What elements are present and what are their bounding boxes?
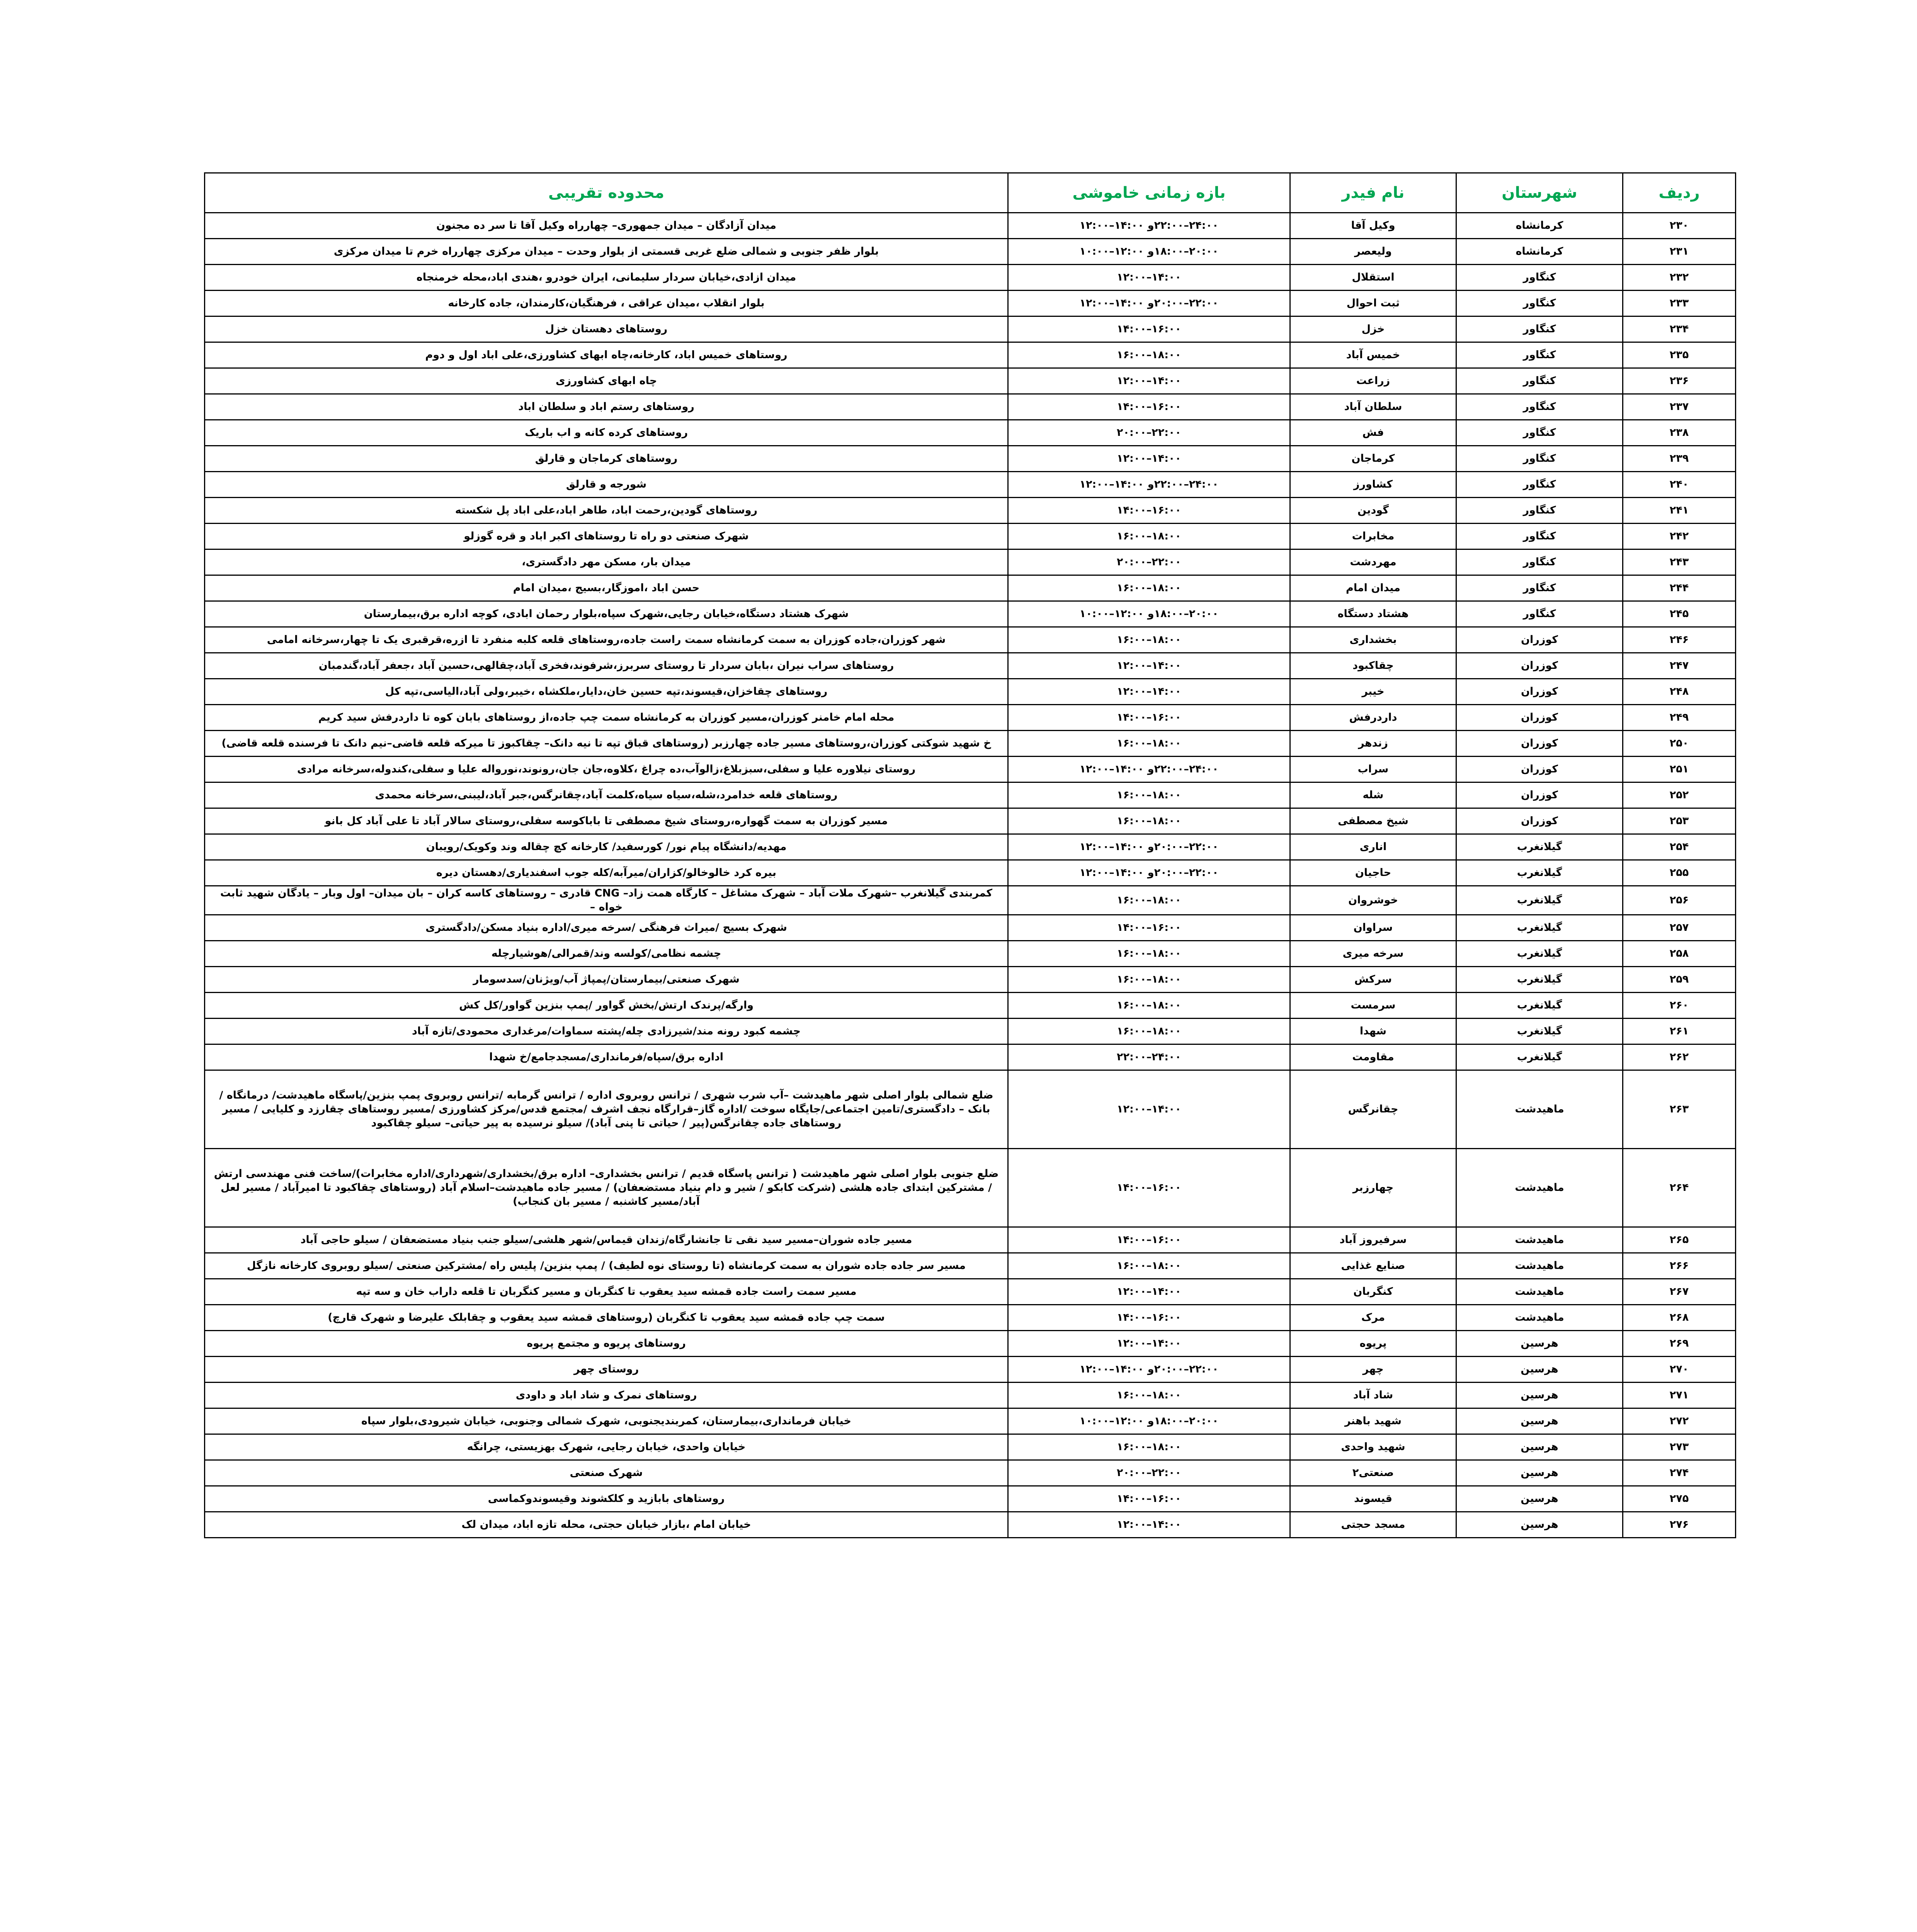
header-outage-time: بازه زمانی خاموشی: [1008, 173, 1290, 213]
feeder-cell: سلطان آباد: [1290, 394, 1456, 420]
feeder-cell: مقاومت: [1290, 1044, 1456, 1070]
outage-time-cell: ۱۸:۰۰–۱۶:۰۰: [1008, 993, 1290, 1019]
outage-time-cell: ۱۶:۰۰–۱۴:۰۰: [1008, 1486, 1290, 1512]
feeder-cell: شیخ مصطفی: [1290, 808, 1456, 834]
area-cell: خ شهید شوکتی کوزران،روستاهای مسیر جاده چهارزبر (روستاهای قباق تپه تا نیه دانک– چقاکبوز تا میرکه قلعه قاضی–نیم دانک تا فرسنده قلعه قاضی): [205, 731, 1008, 757]
table-row: [205, 705, 1736, 731]
header-row-number: ردیف: [1623, 173, 1736, 213]
table-body: [205, 213, 1736, 1538]
feeder-cell: چقانرگس: [1290, 1070, 1456, 1149]
feeder-cell: قیسوند: [1290, 1486, 1456, 1512]
area-cell: شهرک صنعتی/بیمارستان/پمپاژ آب/ویژنان/سدسومار: [205, 967, 1008, 993]
feeder-cell: بخشداری: [1290, 627, 1456, 653]
header-row: [205, 173, 1736, 213]
outage-time-cell: ۲۰:۰۰–۱۸:۰۰و ۱۲:۰۰–۱۰:۰۰: [1008, 239, 1290, 265]
feeder-cell: شهدا: [1290, 1019, 1456, 1044]
city-cell: کنگاور: [1456, 291, 1623, 316]
table-row: [205, 1331, 1736, 1357]
table-row: [205, 1149, 1736, 1227]
row-number-cell: ۲۵۵: [1623, 860, 1736, 886]
table-row: [205, 1227, 1736, 1253]
table-row: [205, 1408, 1736, 1434]
table-row: [205, 1279, 1736, 1305]
outage-time-cell: ۱۸:۰۰–۱۶:۰۰: [1008, 524, 1290, 549]
table-row: [205, 1486, 1736, 1512]
outage-time-cell: ۱۶:۰۰–۱۴:۰۰: [1008, 394, 1290, 420]
row-number-cell: ۲۵۶: [1623, 886, 1736, 915]
feeder-cell: سراوان: [1290, 915, 1456, 941]
table-row: [205, 886, 1736, 915]
table-row: [205, 653, 1736, 679]
area-cell: روستاهای کرده کانه و اب باریک: [205, 420, 1008, 446]
feeder-cell: داردرفش: [1290, 705, 1456, 731]
city-cell: کوزران: [1456, 731, 1623, 757]
city-cell: ماهیدشت: [1456, 1070, 1623, 1149]
area-cell: روستاهای دهستان خزل: [205, 316, 1008, 342]
row-number-cell: ۲۴۰: [1623, 472, 1736, 498]
row-number-cell: ۲۵۹: [1623, 967, 1736, 993]
table-row: [205, 549, 1736, 575]
outage-time-cell: ۱۶:۰۰–۱۴:۰۰: [1008, 915, 1290, 941]
header-city: شهرستان: [1456, 173, 1623, 213]
table-row: [205, 498, 1736, 524]
city-cell: کوزران: [1456, 679, 1623, 705]
outage-time-cell: ۲۰:۰۰–۱۸:۰۰و ۱۲:۰۰–۱۰:۰۰: [1008, 601, 1290, 627]
city-cell: هرسین: [1456, 1434, 1623, 1460]
area-cell: روستاهای گودین،رحمت اباد، طاهر اباد،علی اباد پل شکسته: [205, 498, 1008, 524]
area-cell: مسیر سمت راست جاده قمشه سید یعقوب تا کنگربان و مسیر کنگربان تا قلعه داراب خان و سه تپه: [205, 1279, 1008, 1305]
row-number-cell: ۲۳۴: [1623, 316, 1736, 342]
outage-time-cell: ۱۶:۰۰–۱۴:۰۰: [1008, 1305, 1290, 1331]
city-cell: کنگاور: [1456, 446, 1623, 472]
row-number-cell: ۲۳۹: [1623, 446, 1736, 472]
area-cell: مهدیه/دانشگاه پیام نور/ کورسفید/ کارخانه کچ چقاله وند وکویک/رویبان: [205, 834, 1008, 860]
feeder-cell: خوشروان: [1290, 886, 1456, 915]
city-cell: کنگاور: [1456, 420, 1623, 446]
row-number-cell: ۲۶۰: [1623, 993, 1736, 1019]
table-row: [205, 1019, 1736, 1044]
feeder-cell: شاد آباد: [1290, 1383, 1456, 1408]
row-number-cell: ۲۶۱: [1623, 1019, 1736, 1044]
table-row: [205, 782, 1736, 808]
city-cell: کنگاور: [1456, 342, 1623, 368]
outage-time-cell: ۱۴:۰۰–۱۲:۰۰: [1008, 1279, 1290, 1305]
area-cell: ضلع شمالی بلوار اصلی شهر ماهیدشت –آب شرب شهری / ترانس روبروی اداره / ترانس گرمابه /ترانس روبروی پمپ بنزین/پاسگاه ماهیدشت/ درمانگاه /بانک – دادگستری/تامین اجتماعی/جایگاه سوخت /اداره گاز–قرارگاه نجف اشرف /مجتمع قدس/مرکز کشاورزی /مسیر روستاهای چقارزد و کلیایی / مسیر روستاهای جاده چقانرگس(پیر / حیاتی تا پنی آباد)/ سیلو نرسیده به پیر حیاتی– سیلو چقاکبود: [205, 1070, 1008, 1149]
feeder-cell: گودین: [1290, 498, 1456, 524]
row-number-cell: ۲۷۴: [1623, 1460, 1736, 1486]
row-number-cell: ۲۷۱: [1623, 1383, 1736, 1408]
area-cell: شهرک بسیج /میراث فرهنگی /سرخه میری/اداره بنیاد مسکن/دادگستری: [205, 915, 1008, 941]
table-row: [205, 1434, 1736, 1460]
table-row: [205, 1357, 1736, 1383]
city-cell: گیلانغرب: [1456, 1044, 1623, 1070]
table-row: [205, 342, 1736, 368]
outage-time-cell: ۱۶:۰۰–۱۴:۰۰: [1008, 1227, 1290, 1253]
feeder-cell: صنایع غذایی: [1290, 1253, 1456, 1279]
area-cell: محله امام خامنر کوزران،مسیر کوزران به کرمانشاه سمت چپ جاده،از روستاهای بابان کوه تا داردرفش سید کریم: [205, 705, 1008, 731]
table-row: [205, 1383, 1736, 1408]
outage-time-cell: ۱۴:۰۰–۱۲:۰۰: [1008, 368, 1290, 394]
city-cell: گیلانغرب: [1456, 967, 1623, 993]
outage-time-cell: ۱۶:۰۰–۱۴:۰۰: [1008, 1149, 1290, 1227]
outage-time-cell: ۱۸:۰۰–۱۶:۰۰: [1008, 1383, 1290, 1408]
city-cell: هرسین: [1456, 1408, 1623, 1434]
outage-time-cell: ۲۲:۰۰–۲۰:۰۰: [1008, 420, 1290, 446]
feeder-cell: استقلال: [1290, 265, 1456, 291]
row-number-cell: ۲۷۲: [1623, 1408, 1736, 1434]
outage-time-cell: ۱۸:۰۰–۱۶:۰۰: [1008, 575, 1290, 601]
row-number-cell: ۲۳۸: [1623, 420, 1736, 446]
table-row: [205, 524, 1736, 549]
row-number-cell: ۲۳۶: [1623, 368, 1736, 394]
city-cell: کنگاور: [1456, 524, 1623, 549]
area-cell: بلوار انقلاب ،میدان عراقی ، فرهنگیان،کارمندان، جاده کارخانه: [205, 291, 1008, 316]
city-cell: کنگاور: [1456, 394, 1623, 420]
area-cell: ضلع جنوبی بلوار اصلی شهر ماهیدشت ( ترانس پاسگاه قدیم / ترانس بخشداری– اداره برق/بخشداری/شهرداری/اداره مخابرات)/ساخت فنی مهندسی ارتش / مشترکین ابتدای جاده هلشی (شرکت کابکو / شیر و دام بنیاد مستضعفان) / مسیر جاده ماهیدشت–اسلام آباد (روستاهای چقاکبود تا امیرآباد / مسیر لعل آباد/مسیر کاشنبه / مسیر بان کنجاب): [205, 1149, 1008, 1227]
row-number-cell: ۲۳۱: [1623, 239, 1736, 265]
city-cell: گیلانغرب: [1456, 860, 1623, 886]
city-cell: هرسین: [1456, 1331, 1623, 1357]
area-cell: حسن اباد ،اموزگار،بسیج ،میدان امام: [205, 575, 1008, 601]
row-number-cell: ۲۵۷: [1623, 915, 1736, 941]
feeder-cell: شهید باهنر: [1290, 1408, 1456, 1434]
outage-time-cell: ۲۴:۰۰–۲۲:۰۰و ۱۴:۰۰–۱۲:۰۰: [1008, 472, 1290, 498]
table-header: [205, 173, 1736, 213]
city-cell: ماهیدشت: [1456, 1279, 1623, 1305]
feeder-cell: کشاورز: [1290, 472, 1456, 498]
area-cell: روستاهای چقاخزان،قیسوند،تپه حسین خان،دایار،ملکشاه ،خیبر،ولی آباد،الیاسی،تپه کل: [205, 679, 1008, 705]
row-number-cell: ۲۶۲: [1623, 1044, 1736, 1070]
city-cell: کوزران: [1456, 705, 1623, 731]
area-cell: روستاهای قلعه خدامرد،شله،سیاه سیاه،کلمت آباد،چقانرگس،جبر آباد،لیبنی،سرخانه محمدی: [205, 782, 1008, 808]
area-cell: میدان ازادی،خیابان سردار سلیمانی، ایران خودرو ،هندی اباد،محله خرمنجاه: [205, 265, 1008, 291]
row-number-cell: ۲۷۰: [1623, 1357, 1736, 1383]
table-row: [205, 915, 1736, 941]
row-number-cell: ۲۴۱: [1623, 498, 1736, 524]
city-cell: هرسین: [1456, 1383, 1623, 1408]
city-cell: کنگاور: [1456, 498, 1623, 524]
outage-time-cell: ۲۴:۰۰–۲۲:۰۰: [1008, 1044, 1290, 1070]
feeder-cell: مسجد حجتی: [1290, 1512, 1456, 1538]
city-cell: کنگاور: [1456, 316, 1623, 342]
outage-time-cell: ۲۴:۰۰–۲۲:۰۰و ۱۴:۰۰–۱۲:۰۰: [1008, 213, 1290, 239]
city-cell: کوزران: [1456, 627, 1623, 653]
table-row: [205, 808, 1736, 834]
row-number-cell: ۲۷۵: [1623, 1486, 1736, 1512]
feeder-cell: شهید واحدی: [1290, 1434, 1456, 1460]
city-cell: کنگاور: [1456, 472, 1623, 498]
row-number-cell: ۲۶۹: [1623, 1331, 1736, 1357]
area-cell: روستاهای نمرک و شاد اباد و داودی: [205, 1383, 1008, 1408]
city-cell: کنگاور: [1456, 549, 1623, 575]
area-cell: خیابان واحدی، خیابان رجایی، شهرک بهزیستی، چرانگه: [205, 1434, 1008, 1460]
feeder-cell: سرمست: [1290, 993, 1456, 1019]
outage-time-cell: ۲۲:۰۰–۲۰:۰۰: [1008, 549, 1290, 575]
table-row: [205, 1044, 1736, 1070]
feeder-cell: وکیل آقا: [1290, 213, 1456, 239]
city-cell: گیلانغرب: [1456, 993, 1623, 1019]
table-row: [205, 834, 1736, 860]
table-row: [205, 1460, 1736, 1486]
row-number-cell: ۲۶۶: [1623, 1253, 1736, 1279]
area-cell: میدان بار، مسکن مهر دادگستری،: [205, 549, 1008, 575]
outage-time-cell: ۲۲:۰۰–۲۰:۰۰: [1008, 1460, 1290, 1486]
row-number-cell: ۲۵۳: [1623, 808, 1736, 834]
feeder-cell: فش: [1290, 420, 1456, 446]
feeder-cell: حاجیان: [1290, 860, 1456, 886]
city-cell: کوزران: [1456, 653, 1623, 679]
outage-time-cell: ۱۶:۰۰–۱۴:۰۰: [1008, 705, 1290, 731]
feeder-cell: اناری: [1290, 834, 1456, 860]
area-cell: اداره برق/سپاه/فرمانداری/مسجدجامع/خ شهدا: [205, 1044, 1008, 1070]
city-cell: هرسین: [1456, 1357, 1623, 1383]
outage-time-cell: ۲۲:۰۰–۲۰:۰۰و ۱۴:۰۰–۱۲:۰۰: [1008, 834, 1290, 860]
city-cell: کوزران: [1456, 808, 1623, 834]
table-row: [205, 291, 1736, 316]
row-number-cell: ۲۷۳: [1623, 1434, 1736, 1460]
outage-time-cell: ۱۸:۰۰–۱۶:۰۰: [1008, 808, 1290, 834]
outage-time-cell: ۱۴:۰۰–۱۲:۰۰: [1008, 1331, 1290, 1357]
area-cell: روستاهای بابازید و کلکشوند وقیسوندوکماسی: [205, 1486, 1008, 1512]
table-row: [205, 941, 1736, 967]
area-cell: روستای چهر: [205, 1357, 1008, 1383]
area-cell: چاه ابهای کشاورزی: [205, 368, 1008, 394]
outage-time-cell: ۲۲:۰۰–۲۰:۰۰و ۱۴:۰۰–۱۲:۰۰: [1008, 860, 1290, 886]
outage-time-cell: ۱۸:۰۰–۱۶:۰۰: [1008, 782, 1290, 808]
row-number-cell: ۲۴۷: [1623, 653, 1736, 679]
feeder-cell: خمیس آباد: [1290, 342, 1456, 368]
outage-time-cell: ۱۸:۰۰–۱۶:۰۰: [1008, 886, 1290, 915]
area-cell: مسیر سر جاده جاده شوران به سمت کرمانشاه (تا روستای نوه لطیف) / پمپ بنزین/ پلیس راه /مشترکین صنعتی /سیلو روبروی کارخانه نازگل: [205, 1253, 1008, 1279]
table-row: [205, 967, 1736, 993]
table-row: [205, 627, 1736, 653]
feeder-cell: سراب: [1290, 757, 1456, 782]
outage-time-cell: ۱۸:۰۰–۱۶:۰۰: [1008, 967, 1290, 993]
outage-time-cell: ۱۴:۰۰–۱۲:۰۰: [1008, 1070, 1290, 1149]
outage-time-cell: ۲۴:۰۰–۲۲:۰۰و ۱۴:۰۰–۱۲:۰۰: [1008, 757, 1290, 782]
feeder-cell: چهر: [1290, 1357, 1456, 1383]
area-cell: روستاهای سراب نیران ،بابان سردار تا روستای سربرز،شرفوند،فخری آباد،چقالهی،حسین آباد ،جعفر آباد،گندمبان: [205, 653, 1008, 679]
row-number-cell: ۲۵۰: [1623, 731, 1736, 757]
table-row: [205, 265, 1736, 291]
area-cell: روستاهای پریوه و مجتمع پریوه: [205, 1331, 1008, 1357]
area-cell: روستای نیلاوره علیا و سفلی،سبزبلاغ،زالوآب،ده چراغ ،کلاوه،جان جان،رونوند،نورواله علیا و سفلی،کندوله،سرخانه مرادی: [205, 757, 1008, 782]
row-number-cell: ۲۵۲: [1623, 782, 1736, 808]
city-cell: کوزران: [1456, 757, 1623, 782]
area-cell: مسیر جاده شوران–مسیر سید نقی تا جانشارگاه/زندان قیماس/شهر هلشی/سیلو جنب بنیاد مستضعفان / سیلو حاجی آباد: [205, 1227, 1008, 1253]
table-row: [205, 394, 1736, 420]
feeder-cell: شله: [1290, 782, 1456, 808]
feeder-cell: ولیعصر: [1290, 239, 1456, 265]
outage-time-cell: ۱۴:۰۰–۱۲:۰۰: [1008, 653, 1290, 679]
city-cell: گیلانغرب: [1456, 1019, 1623, 1044]
area-cell: روستاهای خمیس اباد، کارخانه،چاه ابهای کشاورزی،علی اباد اول و دوم: [205, 342, 1008, 368]
feeder-cell: چقاکبود: [1290, 653, 1456, 679]
row-number-cell: ۲۳۵: [1623, 342, 1736, 368]
area-cell: مسیر کوزران به سمت گهواره،روستای شیخ مصطفی تا باباکوسه سفلی،روستای سالار آباد تا علی آباد کل بانو: [205, 808, 1008, 834]
city-cell: هرسین: [1456, 1486, 1623, 1512]
table-row: [205, 993, 1736, 1019]
feeder-cell: خزل: [1290, 316, 1456, 342]
row-number-cell: ۲۴۳: [1623, 549, 1736, 575]
city-cell: گیلانغرب: [1456, 941, 1623, 967]
table-row: [205, 213, 1736, 239]
feeder-cell: زندهر: [1290, 731, 1456, 757]
table-row: [205, 446, 1736, 472]
feeder-cell: کرماجان: [1290, 446, 1456, 472]
city-cell: گیلانغرب: [1456, 915, 1623, 941]
area-cell: شهر کوزران،جاده کوزران به سمت کرمانشاه سمت راست جاده،روستاهای قلعه کلبه منفرد تا ازره،قرقبری یک تا چهار،سرخانه امامی: [205, 627, 1008, 653]
table-row: [205, 368, 1736, 394]
row-number-cell: ۲۳۳: [1623, 291, 1736, 316]
city-cell: کنگاور: [1456, 601, 1623, 627]
outage-time-cell: ۱۴:۰۰–۱۲:۰۰: [1008, 446, 1290, 472]
feeder-cell: مهردشت: [1290, 549, 1456, 575]
feeder-cell: چهارزبر: [1290, 1149, 1456, 1227]
row-number-cell: ۲۴۶: [1623, 627, 1736, 653]
outage-time-cell: ۱۴:۰۰–۱۲:۰۰: [1008, 1512, 1290, 1538]
area-cell: شهرک هشتاد دستگاه،خیابان رجایی،شهرک سپاه،بلوار رحمان ابادی، کوچه اداره برق،بیمارستان: [205, 601, 1008, 627]
table-row: [205, 316, 1736, 342]
area-cell: بلوار ظفر جنوبی و شمالی ضلع غربی قسمتی از بلوار وحدت – میدان مرکزی چهارراه خرم تا میدان مرکزی: [205, 239, 1008, 265]
table-row: [205, 757, 1736, 782]
outage-time-cell: ۱۸:۰۰–۱۶:۰۰: [1008, 342, 1290, 368]
feeder-cell: هشتاد دستگاه: [1290, 601, 1456, 627]
outage-table: [204, 172, 1736, 1538]
row-number-cell: ۲۵۸: [1623, 941, 1736, 967]
table-row: [205, 731, 1736, 757]
city-cell: هرسین: [1456, 1512, 1623, 1538]
outage-time-cell: ۱۸:۰۰–۱۶:۰۰: [1008, 1019, 1290, 1044]
table-row: [205, 1253, 1736, 1279]
row-number-cell: ۲۶۷: [1623, 1279, 1736, 1305]
row-number-cell: ۲۳۷: [1623, 394, 1736, 420]
city-cell: گیلانغرب: [1456, 834, 1623, 860]
table-row: [205, 472, 1736, 498]
row-number-cell: ۲۳۲: [1623, 265, 1736, 291]
outage-time-cell: ۱۴:۰۰–۱۲:۰۰: [1008, 265, 1290, 291]
feeder-cell: کنگربان: [1290, 1279, 1456, 1305]
outage-time-cell: ۲۲:۰۰–۲۰:۰۰و ۱۴:۰۰–۱۲:۰۰: [1008, 291, 1290, 316]
header-feeder: نام فیدر: [1290, 173, 1456, 213]
city-cell: ماهیدشت: [1456, 1227, 1623, 1253]
area-cell: چشمه نظامی/کولسه وند/قمرالی/هوشیارچله: [205, 941, 1008, 967]
row-number-cell: ۲۴۹: [1623, 705, 1736, 731]
table-row: [205, 1305, 1736, 1331]
row-number-cell: ۲۴۵: [1623, 601, 1736, 627]
feeder-cell: سرخه میری: [1290, 941, 1456, 967]
area-cell: میدان آزادگان – میدان جمهوری– چهارراه وکیل آقا تا سر ده مجنون: [205, 213, 1008, 239]
row-number-cell: ۲۶۴: [1623, 1149, 1736, 1227]
table-row: [205, 1070, 1736, 1149]
header-area: محدوده تقریبی: [205, 173, 1008, 213]
row-number-cell: ۲۴۸: [1623, 679, 1736, 705]
table-row: [205, 420, 1736, 446]
city-cell: کنگاور: [1456, 368, 1623, 394]
outage-time-cell: ۱۸:۰۰–۱۶:۰۰: [1008, 731, 1290, 757]
feeder-cell: میدان امام: [1290, 575, 1456, 601]
area-cell: کمربندی گیلانغرب –شهرک ملات آباد – شهرک مشاغل – کارگاه همت زاد– CNG قادری – روستاهای کاسه کران – بان میدان– اول وبار – یادگان شهید ثابت خواه –: [205, 886, 1008, 915]
city-cell: ماهیدشت: [1456, 1305, 1623, 1331]
feeder-cell: مرک: [1290, 1305, 1456, 1331]
table-row: [205, 679, 1736, 705]
feeder-cell: پریوه: [1290, 1331, 1456, 1357]
outage-time-cell: ۱۸:۰۰–۱۶:۰۰: [1008, 1434, 1290, 1460]
city-cell: کنگاور: [1456, 265, 1623, 291]
city-cell: ماهیدشت: [1456, 1149, 1623, 1227]
outage-time-cell: ۱۸:۰۰–۱۶:۰۰: [1008, 1253, 1290, 1279]
row-number-cell: ۲۴۲: [1623, 524, 1736, 549]
area-cell: خیابان امام ،بازار خیابان حجتی، محله تازه اباد، میدان لک: [205, 1512, 1008, 1538]
outage-time-cell: ۱۶:۰۰–۱۴:۰۰: [1008, 498, 1290, 524]
city-cell: گیلانغرب: [1456, 886, 1623, 915]
feeder-cell: سرفیروز آباد: [1290, 1227, 1456, 1253]
area-cell: شهرک صنعتی: [205, 1460, 1008, 1486]
table-row: [205, 575, 1736, 601]
area-cell: شهرک صنعتی دو راه تا روستاهای اکبر اباد و قره گوزلو: [205, 524, 1008, 549]
row-number-cell: ۲۶۵: [1623, 1227, 1736, 1253]
area-cell: شورجه و قارلق: [205, 472, 1008, 498]
row-number-cell: ۲۴۴: [1623, 575, 1736, 601]
row-number-cell: ۲۶۳: [1623, 1070, 1736, 1149]
row-number-cell: ۲۶۸: [1623, 1305, 1736, 1331]
area-cell: سمت چپ جاده قمشه سید یعقوب تا کنگربان (روستاهای قمشه سید یعقوب و چقابلک علیرضا و شهرک قارچ): [205, 1305, 1008, 1331]
outage-time-cell: ۱۸:۰۰–۱۶:۰۰: [1008, 627, 1290, 653]
area-cell: روستاهای کرماجان و قارلق: [205, 446, 1008, 472]
table-row: [205, 239, 1736, 265]
feeder-cell: مخابرات: [1290, 524, 1456, 549]
city-cell: کنگاور: [1456, 575, 1623, 601]
area-cell: خیابان فرمانداری،بیمارستان، کمربندیجنوبی، شهرک شمالی وجنوبی، خیابان شیرودی،بلوار سپاه: [205, 1408, 1008, 1434]
feeder-cell: صنعتی۲: [1290, 1460, 1456, 1486]
city-cell: کوزران: [1456, 782, 1623, 808]
area-cell: بیره کرد خالوخالو/کزاران/میرآبه/کله جوب اسفندیاری/دهستان دیره: [205, 860, 1008, 886]
area-cell: چشمه کبود رونه مند/شیرزادی چله/پشته سماوات/مرغداری محمودی/تازه آباد: [205, 1019, 1008, 1044]
outage-time-cell: ۱۴:۰۰–۱۲:۰۰: [1008, 679, 1290, 705]
row-number-cell: ۲۷۶: [1623, 1512, 1736, 1538]
area-cell: روستاهای رستم اباد و سلطان اباد: [205, 394, 1008, 420]
outage-time-cell: ۱۶:۰۰–۱۴:۰۰: [1008, 316, 1290, 342]
table-row: [205, 601, 1736, 627]
feeder-cell: خیبر: [1290, 679, 1456, 705]
table-row: [205, 1512, 1736, 1538]
city-cell: هرسین: [1456, 1460, 1623, 1486]
row-number-cell: ۲۳۰: [1623, 213, 1736, 239]
feeder-cell: ثبت احوال: [1290, 291, 1456, 316]
outage-time-cell: ۱۸:۰۰–۱۶:۰۰: [1008, 941, 1290, 967]
city-cell: کرمانشاه: [1456, 239, 1623, 265]
outage-time-cell: ۲۲:۰۰–۲۰:۰۰و ۱۴:۰۰–۱۲:۰۰: [1008, 1357, 1290, 1383]
city-cell: کرمانشاه: [1456, 213, 1623, 239]
feeder-cell: سرکش: [1290, 967, 1456, 993]
table-row: [205, 860, 1736, 886]
feeder-cell: زراعت: [1290, 368, 1456, 394]
city-cell: ماهیدشت: [1456, 1253, 1623, 1279]
row-number-cell: ۲۵۱: [1623, 757, 1736, 782]
outage-time-cell: ۲۰:۰۰–۱۸:۰۰و ۱۲:۰۰–۱۰:۰۰: [1008, 1408, 1290, 1434]
area-cell: وارگه/پرندک ارتش/بخش گواور /پمپ بنزین گواور/کل کش: [205, 993, 1008, 1019]
row-number-cell: ۲۵۴: [1623, 834, 1736, 860]
